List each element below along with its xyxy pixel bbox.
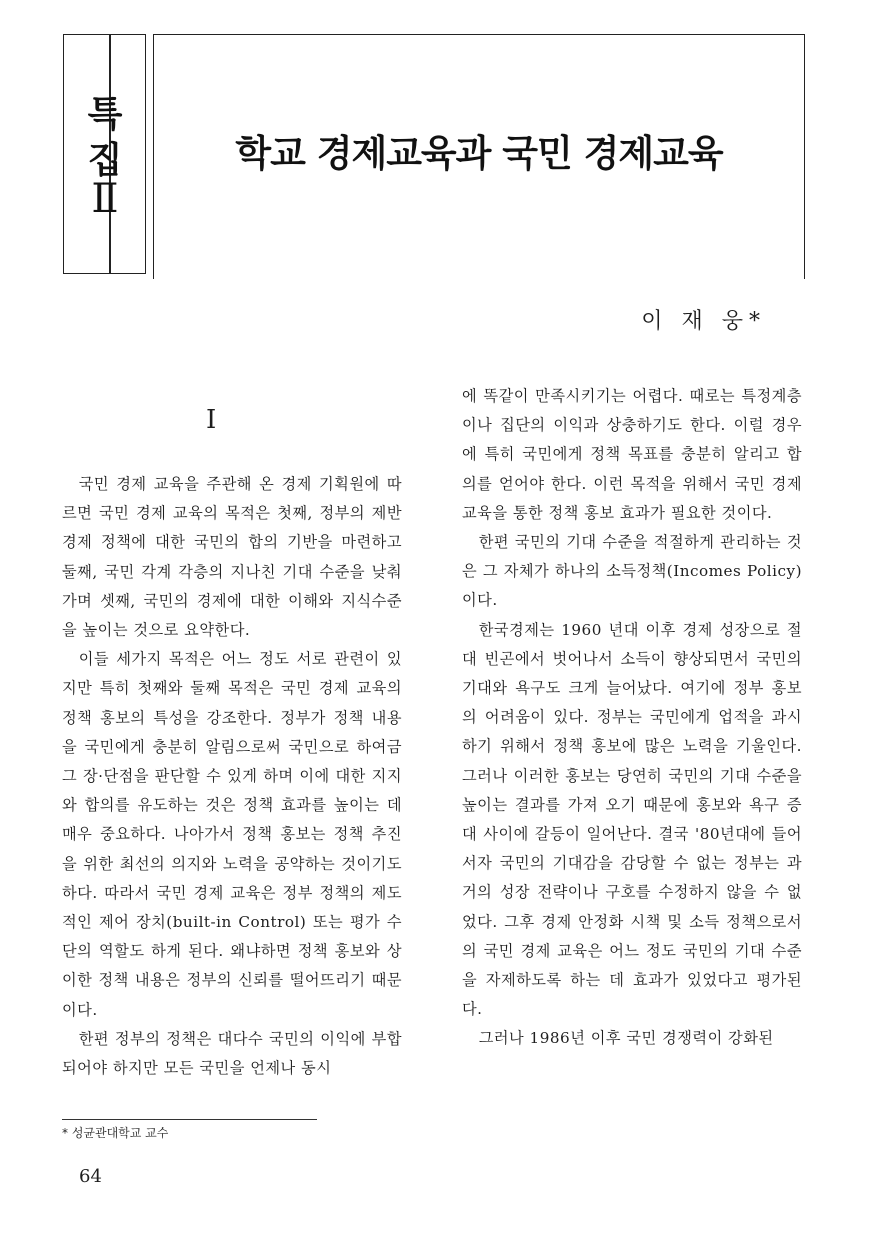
page-number: 64 [79,1166,102,1187]
paragraph: 그러나 1986년 이후 국민 경쟁력이 강화된 [478,1029,774,1048]
left-column [62,470,402,1083]
footnote: * 성균관대학교 교수 [62,1126,169,1140]
paragraph: 국민 경제 교육을 주관해 온 경제 기획원에 따르면 국민 경제 교육의 목적은 첫째, 정부의 제반 경제 정책에 대한 국민의 합의 기반을 마련하고 둘째, 국민 각계 각층의 지나친 기대 수준을 낮춰가며 셋째, 국민의 경제에 대한 이해와 지식수준을 높이는 것으로 요약한다. [62,475,402,640]
right-column [462,382,802,1054]
badge-char-1: 특 [87,94,123,135]
paragraph: 한편 정부의 정책은 대다수 국민의 이익에 부합되어야 하지만 모든 국민을 언제나 동시 [62,1029,402,1078]
paragraph: 한국경제는 1960 년대 이후 경제 성장으로 절대 빈곤에서 벗어나서 소득이 향상되면서 국민의 기대와 욕구도 크게 늘어났다. 여기에 정부 홍보의 어려움이 있다. 정부는 국민에게 업적을 과시하기 위해서 정책 홍보에 많은 노력을 기울인다. 그러나 이러한 홍보는 당연히 국민의 기대 수준을 높이는 결과를 가져 오기 때문에 홍보와 욕구 증대 사이에 갈등이 일어난다. 결국 '80년대에 들어서자 국민의 기대감을 감당할 수 없는 정부는 과거의 성장 전략이나 구호를 수정하지 않을 수 없었다. 그후 경제 안정화 시책 및 소득 정책으로서의 국민 경제 교육은 어느 정도 국민의 기대 수준을 자제하도록 하는 데 효과가 있었다고 평가된다. [462,620,802,1019]
author-name: 이 재 웅* [641,309,766,334]
paragraph: 이들 세가지 목적은 어느 정도 서로 관련이 있지만 특히 첫째와 둘째 목적은 국민 경제 교육의 정책 홍보의 특성을 강조한다. 정부가 정책 내용을 국민에게 충분히 알림으로써 국민으로 하여금 그 장·단점을 판단할 수 있게 하며 이에 대한 지지와 합의를 유도하는 것은 정책 효과를 높이는 데 매우 중요하다. 나아가서 정책 홍보는 정책 추진을 위한 최선의 의지와 노력을 공약하는 것이기도 하다. 따라서 국민 경제 교육은 정부 정책의 제도적인 제어 장치(built-in Control) 또는 평가 수단의 역할도 하게 된다. 왜냐하면 정책 홍보와 상이한 정책 내용은 정부의 신뢰를 떨어뜨리기 때문이다. [62,650,402,1019]
article-title: 학교 경제교육과 국민 경제교육 [235,132,723,175]
footnote-rule [62,1119,317,1120]
section-heading: I [206,405,217,435]
badge-char-3: Ⅱ [91,176,119,222]
badge-char-2: 집 [87,140,123,181]
paragraph: 한편 국민의 기대 수준을 적절하게 관리하는 것은 그 자체가 하나의 소득정책(Incomes Policy)이다. [462,533,802,610]
paragraph: 에 똑같이 만족시키기는 어렵다. 때로는 특정계층이나 집단의 이익과 상충하기도 한다. 이럴 경우에 특히 국민에게 정책 목표를 충분히 알리고 합의를 얻어야 한다. 이런 목적을 위해서 국민 경제 교육을 통한 정책 홍보 효과가 필요한 것이다. [462,387,802,522]
